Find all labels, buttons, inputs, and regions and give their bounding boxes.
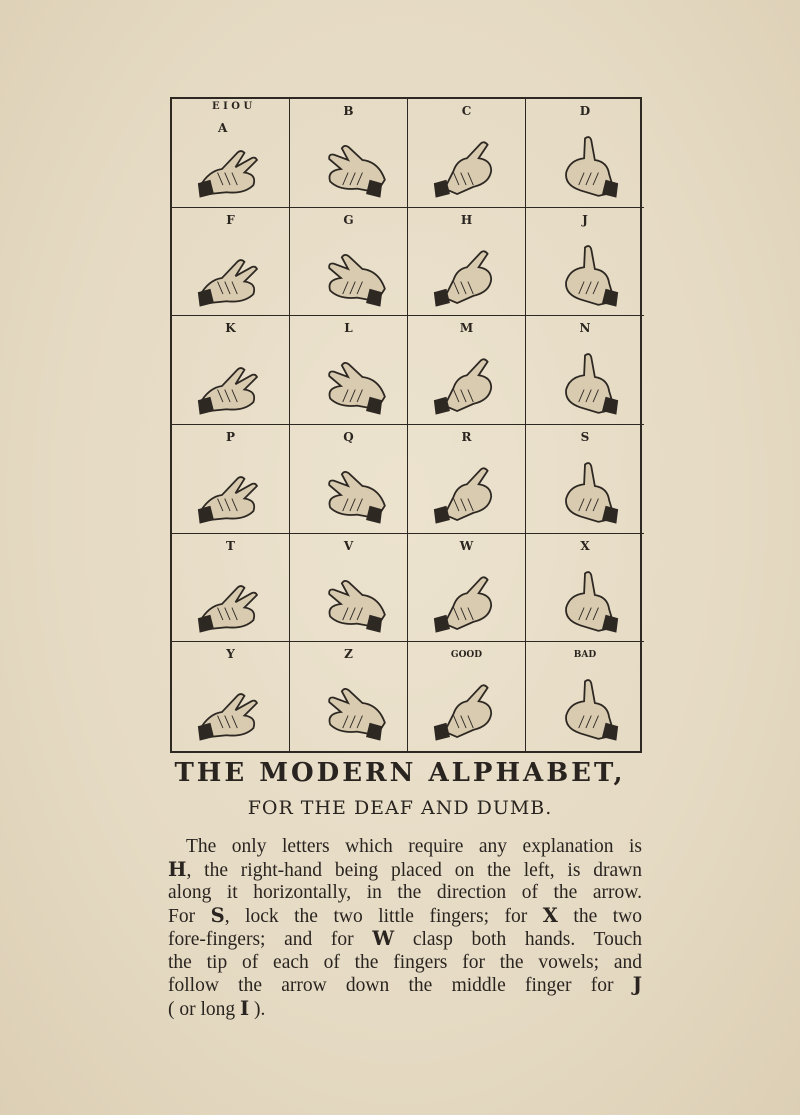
hand-sign-icon	[412, 117, 522, 203]
sign-cell-r	[408, 425, 526, 534]
hand-sign-icon	[412, 226, 522, 312]
sign-letter-label: P	[225, 429, 236, 444]
sign-cell-y	[172, 642, 290, 751]
sign-cell-d	[526, 99, 644, 208]
sign-letter-label: F	[226, 212, 235, 227]
hand-sign-icon	[176, 117, 286, 203]
sign-cell-w	[408, 534, 526, 643]
sign-letter-label: C	[461, 104, 472, 118]
sign-letter-label: H	[460, 212, 473, 227]
body-line-1: The only letters which require any explanation is	[186, 836, 642, 857]
body-line-8: ( or long I ).	[168, 996, 266, 1020]
hand-sign-icon	[530, 443, 640, 529]
body-line-3: along it horizontally, in the direction of the arrow.	[168, 882, 642, 903]
sign-letter-label: S	[580, 429, 590, 444]
sign-cell-s	[526, 425, 644, 534]
sign-letter-label: J	[582, 212, 588, 227]
body-line-7: follow the arrow down the middle finger for J	[168, 973, 642, 996]
hand-sign-icon	[412, 334, 522, 420]
hand-sign-icon	[176, 334, 286, 420]
hand-sign-icon	[294, 443, 404, 529]
sign-cell-good	[408, 642, 526, 751]
sign-letter-label: K	[225, 321, 236, 336]
sign-cell-f	[172, 208, 290, 317]
hand-sign-icon	[294, 334, 404, 420]
sign-cell-g	[290, 208, 408, 317]
vowel-label: E I O U	[212, 101, 253, 112]
sign-cell-m	[408, 316, 526, 425]
sign-cell-k	[172, 316, 290, 425]
sign-cell-c	[408, 99, 526, 208]
sign-letter-label: Q	[343, 429, 354, 444]
hand-sign-icon	[176, 660, 286, 746]
hand-sign-icon	[176, 552, 286, 638]
page-subtitle: FOR THE DEAF AND DUMB.	[247, 797, 553, 819]
hand-sign-icon	[294, 117, 404, 203]
hand-sign-icon	[176, 443, 286, 529]
hand-sign-icon	[294, 552, 404, 638]
explanation-paragraph	[168, 836, 642, 1021]
body-line-5: fore-fingers; and for W clasp both hands. Touch	[168, 927, 642, 950]
hand-sign-icon	[294, 226, 404, 312]
body-line-4: For S, lock the two little fingers; for X the two	[168, 903, 642, 927]
sign-letter-label: A	[218, 121, 228, 135]
sign-cell-p	[172, 425, 290, 534]
hand-sign-icon	[530, 117, 640, 203]
hand-sign-icon	[176, 226, 286, 312]
body-line-2: H, the right-hand being placed on the left, is drawn	[168, 857, 642, 881]
hand-sign-icon	[294, 660, 404, 746]
hand-sign-icon	[530, 334, 640, 420]
sign-cell-b	[290, 99, 408, 208]
sign-cell-bad	[526, 642, 644, 751]
sign-letter-label: R	[461, 429, 472, 444]
sign-letter-label: GOOD	[450, 650, 483, 661]
sign-cell-z	[290, 642, 408, 751]
hand-sign-icon	[530, 660, 640, 746]
hand-alphabet-grid	[170, 97, 642, 753]
sign-cell-v	[290, 534, 408, 643]
hand-sign-icon	[530, 226, 640, 312]
hand-sign-icon	[412, 552, 522, 638]
body-line-6: the tip of each of the fingers for the vowels; and	[168, 951, 642, 973]
sign-letter-label: N	[579, 321, 591, 336]
sign-letter-label: L	[344, 321, 353, 336]
hand-sign-icon	[530, 552, 640, 638]
sign-cell-j	[526, 208, 644, 317]
sign-letter-label: X	[580, 538, 590, 553]
sign-cell-q	[290, 425, 408, 534]
hand-sign-icon	[412, 443, 522, 529]
sign-cell-l	[290, 316, 408, 425]
sign-cell-a	[172, 99, 290, 208]
sign-letter-label: W	[459, 538, 474, 553]
sign-letter-label: V	[343, 538, 354, 553]
sign-letter-label: BAD	[573, 650, 597, 661]
page-title: THE MODERN ALPHABET,	[174, 758, 626, 788]
sign-letter-label: D	[579, 104, 591, 118]
sign-cell-h	[408, 208, 526, 317]
sign-letter-label: M	[459, 321, 474, 336]
sign-letter-label: Y	[226, 647, 235, 662]
sign-letter-label: Z	[344, 647, 353, 662]
sign-letter-label: G	[343, 212, 354, 227]
sign-cell-x	[526, 534, 644, 643]
sign-letter-label: T	[226, 538, 235, 553]
sign-cell-t	[172, 534, 290, 643]
hand-sign-icon	[412, 660, 522, 746]
sign-letter-label: B	[343, 104, 354, 118]
sign-cell-n	[526, 316, 644, 425]
